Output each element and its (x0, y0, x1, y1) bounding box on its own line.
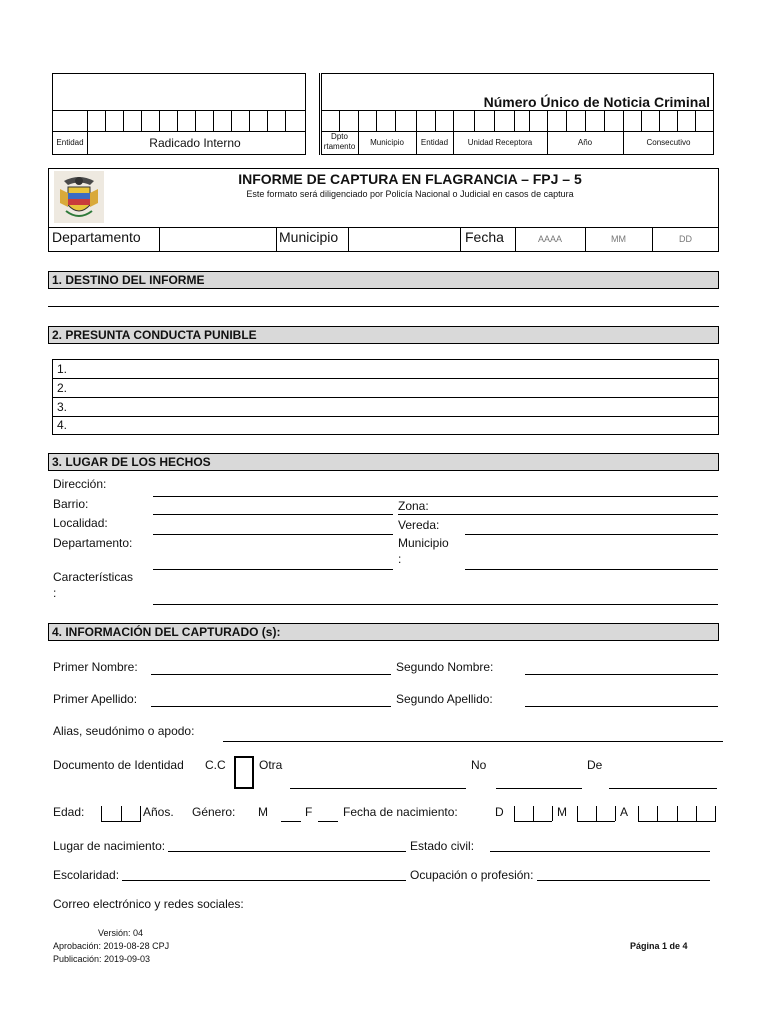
mm-label: MM (611, 234, 626, 244)
nunc-grid-mid (321, 131, 714, 132)
departamento-label: Departamento (52, 229, 141, 245)
grid-divider (159, 227, 160, 252)
nunc-title: Número Único de Noticia Criminal (483, 94, 710, 110)
footer-publicacion: Publicación: 2019-09-03 (53, 954, 151, 964)
fecha-label: Fecha (465, 229, 504, 245)
alias-label: Alias, seudónimo o apodo: (53, 724, 195, 738)
caracteristicas-field[interactable] (153, 604, 718, 605)
grid-divider (358, 110, 359, 155)
form-subtitle: Este formato será diligenciado por Policía Nacional o Judicial en casos de captura (246, 189, 574, 199)
grid-tick (285, 110, 286, 131)
primer-apellido-field[interactable] (151, 706, 391, 707)
fecha-nacimiento-label: Fecha de nacimiento: (343, 805, 458, 819)
escolaridad-label: Escolaridad: (53, 868, 120, 882)
genero-f-field[interactable] (318, 821, 338, 822)
otra-label: Otra (259, 758, 283, 772)
mes-label: M (557, 805, 567, 819)
lugar-nacimiento-label: Lugar de nacimiento: (53, 839, 166, 853)
grid-tick (267, 110, 268, 131)
grid-divider (547, 110, 548, 155)
anio-label: Año (577, 138, 593, 147)
unidad-receptora-label: Unidad Receptora (467, 138, 533, 147)
grid-tick (529, 110, 530, 131)
row-divider (52, 416, 719, 417)
footer-aprobacion: Aprobación: 2019-08-28 CPJ (53, 941, 170, 951)
form-title: INFORME DE CAPTURA EN FLAGRANCIA – FPJ – 5 (238, 171, 582, 187)
aaaa-label: AAAA (537, 234, 562, 244)
anio-nac-field[interactable] (638, 821, 716, 822)
localidad-field[interactable] (153, 534, 393, 535)
anos-label: Años. (143, 805, 174, 819)
dia-label: D (495, 805, 504, 819)
grid-tick (339, 110, 340, 131)
destino-line[interactable] (48, 306, 719, 307)
grid-tick (494, 110, 495, 131)
correo-label: Correo electrónico y redes sociales: (53, 897, 244, 911)
grid-tick (231, 110, 232, 131)
municipio-lugar-label: Municipio (398, 536, 449, 550)
zona-field[interactable] (398, 514, 718, 515)
lugar-nacimiento-field[interactable] (168, 851, 406, 852)
date-tick (596, 806, 597, 821)
caracteristicas-label: Características (53, 570, 134, 584)
nunc-grid-top (321, 110, 714, 111)
conducta-row-2[interactable]: 2. (57, 381, 68, 395)
section-lugar: 3. LUGAR DE LOS HECHOS (48, 453, 719, 471)
ocupacion-label: Ocupación o profesión: (410, 868, 534, 882)
row-divider (52, 397, 719, 398)
footer-version: Versión: 04 (98, 928, 144, 938)
primer-nombre-label: Primer Nombre: (53, 660, 138, 674)
edad-tick (121, 806, 122, 821)
de-field[interactable] (609, 788, 717, 789)
section-capturado: 4. INFORMACIÓN DEL CAPTURADO (s): (48, 623, 719, 641)
dpto-label-line2: rtamento (323, 142, 356, 151)
coat-of-arms-icon (54, 171, 104, 223)
title-block-divider (48, 227, 719, 228)
edad-tick (101, 806, 102, 821)
grid-divider (348, 227, 349, 252)
grid-tick (514, 110, 515, 131)
entidad-label: Entidad (56, 138, 84, 147)
footer-pagina: Página 1 de 4 (630, 941, 688, 951)
grid-tick (659, 110, 660, 131)
conducta-row-1[interactable]: 1. (57, 362, 68, 376)
grid-tick (159, 110, 160, 131)
grid-divider (276, 227, 277, 252)
municipio-code-label: Municipio (370, 138, 404, 147)
municipio-lugar-field[interactable] (465, 569, 718, 570)
direccion-field[interactable] (153, 496, 718, 497)
grid-divider (623, 110, 624, 155)
genero-m-label: M (258, 805, 268, 819)
genero-m-field[interactable] (281, 821, 301, 822)
documento-label: Documento de Identidad (53, 758, 184, 772)
localidad-label: Localidad: (53, 516, 108, 530)
edad-tick (140, 806, 141, 821)
vereda-field[interactable] (465, 534, 718, 535)
grid-divider (416, 110, 417, 155)
date-tick (552, 806, 553, 821)
grid-tick (604, 110, 605, 131)
direccion-label: Dirección: (53, 477, 107, 491)
date-tick (657, 806, 658, 821)
date-tick (696, 806, 697, 821)
grid-tick (195, 110, 196, 131)
genero-f-label: F (305, 805, 313, 819)
edad-label: Edad: (53, 805, 85, 819)
segundo-apellido-field[interactable] (525, 706, 718, 707)
otra-field[interactable] (290, 788, 466, 789)
grid-tick (105, 110, 106, 131)
dpto-label (321, 132, 358, 152)
grid-tick (376, 110, 377, 131)
grid-tick (474, 110, 475, 131)
grid-tick (566, 110, 567, 131)
grid-tick (177, 110, 178, 131)
vereda-label: Vereda: (398, 518, 440, 532)
no-field[interactable] (496, 788, 582, 789)
segundo-nombre-field[interactable] (525, 674, 718, 675)
municipio-top-label: Municipio (279, 229, 339, 245)
date-tick (677, 806, 678, 821)
conducta-row-3[interactable]: 3. (57, 400, 68, 414)
date-tick (715, 806, 716, 821)
date-tick (638, 806, 639, 821)
grid-tick (249, 110, 250, 131)
grid-tick (395, 110, 396, 131)
grid-tick (213, 110, 214, 131)
no-label: No (471, 758, 487, 772)
section-conducta: 2. PRESUNTA CONDUCTA PUNIBLE (48, 326, 719, 344)
dia-field[interactable] (514, 821, 552, 822)
segundo-apellido-label: Segundo Apellido: (396, 692, 493, 706)
primer-apellido-label: Primer Apellido: (53, 692, 138, 706)
genero-label: Género: (192, 805, 236, 819)
departamento-lugar-label: Departamento: (53, 536, 133, 550)
barrio-field[interactable] (153, 514, 393, 515)
caracteristicas-colon: : (53, 586, 57, 600)
row-divider (52, 378, 719, 379)
date-tick (514, 806, 515, 821)
mes-field[interactable] (577, 821, 615, 822)
grid-divider (453, 110, 454, 155)
estado-civil-field[interactable] (490, 851, 710, 852)
edad-field[interactable] (101, 821, 141, 822)
section-destino: 1. DESTINO DEL INFORME (48, 271, 719, 289)
radicado-grid-mid (52, 131, 306, 132)
grid-tick (585, 110, 586, 131)
departamento-lugar-field[interactable] (153, 569, 393, 570)
anio-nac-label: A (620, 805, 629, 819)
conducta-row-4[interactable]: 4. (57, 418, 68, 432)
barrio-label: Barrio: (53, 497, 89, 511)
dpto-label-line1: Dpto (331, 132, 348, 141)
date-tick (615, 806, 616, 821)
segundo-nombre-label: Segundo Nombre: (396, 660, 494, 674)
date-tick (533, 806, 534, 821)
escolaridad-field[interactable] (122, 880, 406, 881)
cc-label: C.C (205, 758, 226, 772)
primer-nombre-field[interactable] (151, 674, 391, 675)
header-separator (319, 73, 320, 155)
dd-label: DD (679, 234, 692, 244)
de-label: De (587, 758, 603, 772)
grid-divider (460, 227, 461, 252)
cc-checkbox[interactable] (234, 756, 254, 789)
zona-label: Zona: (398, 499, 429, 513)
ocupacion-field[interactable] (537, 880, 710, 881)
date-tick (577, 806, 578, 821)
grid-tick (695, 110, 696, 131)
grid-tick (141, 110, 142, 131)
grid-tick (677, 110, 678, 131)
municipio-lugar-colon: : (398, 552, 402, 566)
grid-tick (435, 110, 436, 131)
entidad-code-label: Entidad (420, 138, 449, 147)
alias-field[interactable] (223, 741, 723, 742)
radicado-label: Radicado Interno (149, 136, 241, 150)
grid-tick (123, 110, 124, 131)
consecutivo-label: Consecutivo (646, 138, 691, 147)
estado-civil-label: Estado civil: (410, 839, 475, 853)
grid-tick (641, 110, 642, 131)
